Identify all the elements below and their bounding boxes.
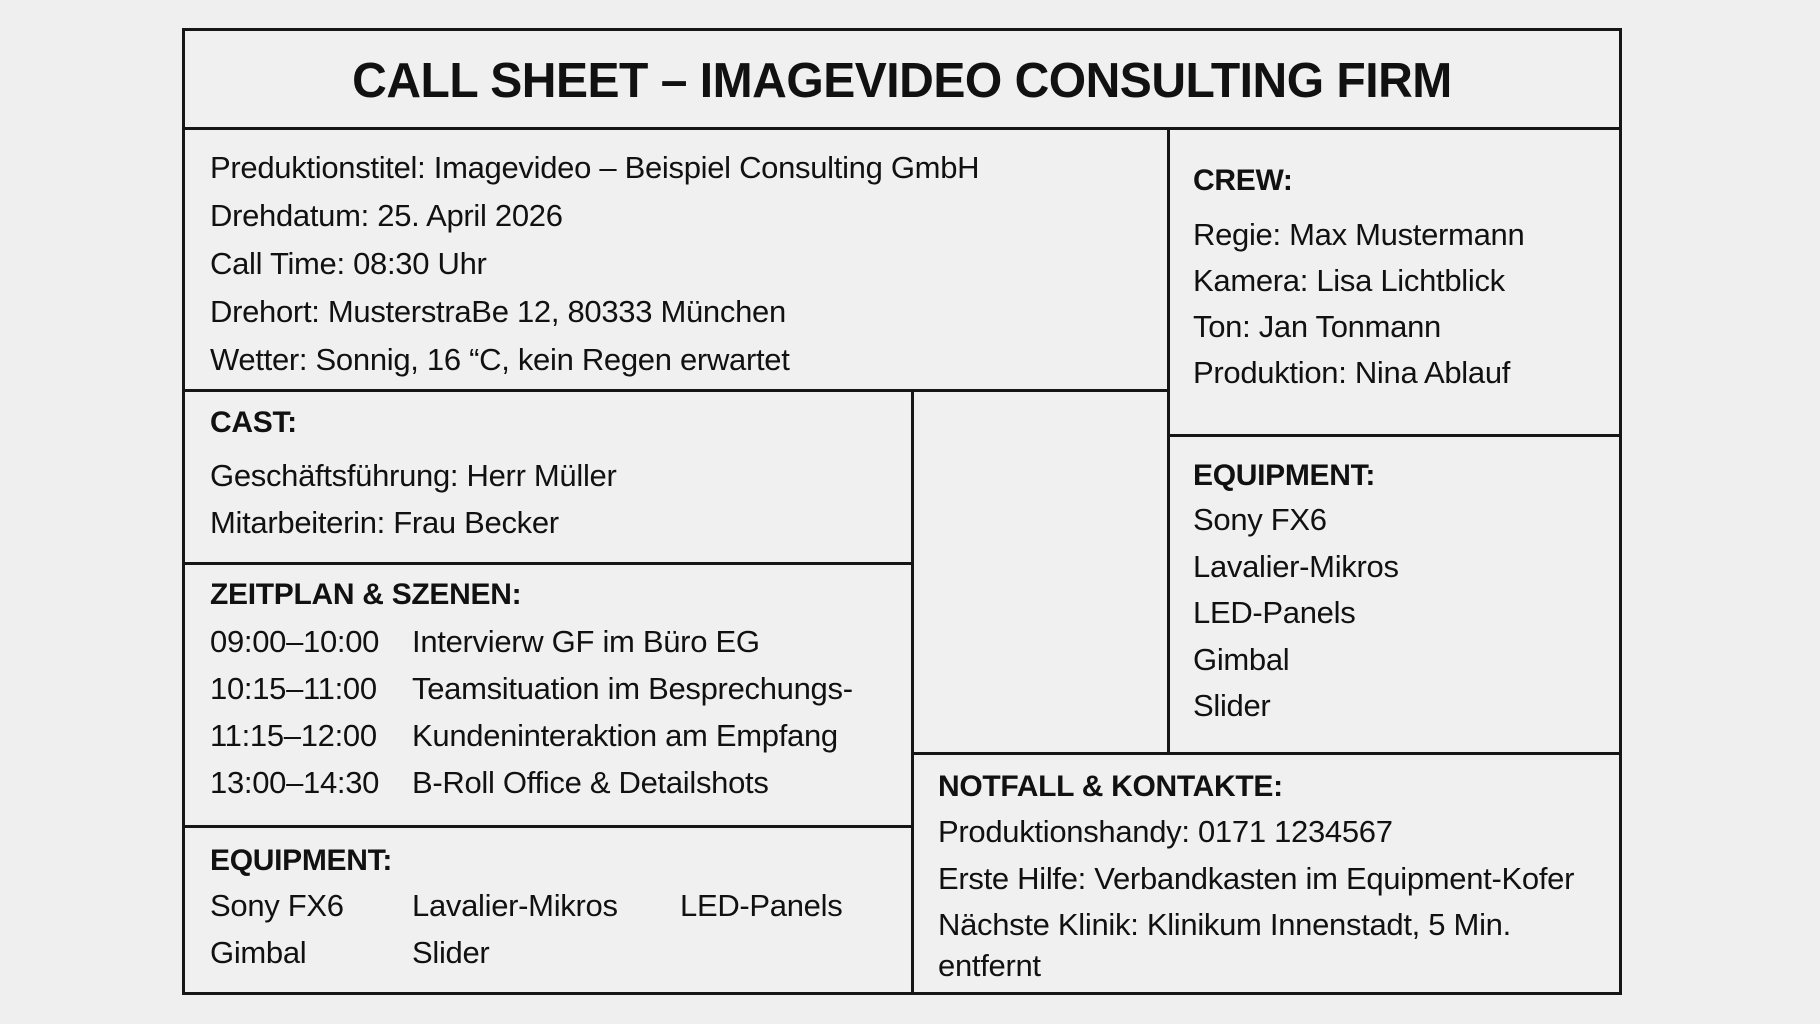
schedule-row bbox=[210, 712, 853, 759]
schedule-scene: B-Roll Office & Detailshots bbox=[412, 765, 769, 800]
equipment-section-left bbox=[210, 844, 842, 976]
schedule-scene: Intervierw GF im Büro EG bbox=[412, 624, 760, 659]
cast-section bbox=[210, 406, 617, 546]
schedule-row bbox=[210, 759, 853, 806]
divider bbox=[185, 389, 1170, 392]
equipment-item: Lavalier-Mikros bbox=[412, 888, 618, 923]
production-info bbox=[210, 144, 979, 384]
call-time: Call Time: 08:30 Uhr bbox=[210, 246, 487, 281]
nearest-clinic-cont: entfernt bbox=[938, 948, 1041, 983]
nearest-clinic: Nächste Klinik: Klinikum Innenstadt, 5 Min. bbox=[938, 907, 1511, 942]
divider bbox=[185, 562, 914, 565]
location: Drehort: MusterstraBe 12, 80333 München bbox=[210, 294, 786, 329]
production-title: Preduktionstitel: Imagevideo – Beispiel Consulting GmbH bbox=[210, 150, 980, 185]
divider bbox=[1167, 127, 1170, 755]
equipment-item: Gimbal bbox=[210, 935, 307, 970]
schedule-row bbox=[210, 618, 853, 665]
equipment-item: Slider bbox=[1193, 688, 1271, 723]
equipment-item: Slider bbox=[412, 935, 490, 970]
schedule-row bbox=[210, 665, 853, 712]
schedule-time: 09:00–10:00 bbox=[210, 624, 380, 659]
cast-heading: CAST: bbox=[210, 406, 297, 439]
schedule-time: 11:15–12:00 bbox=[210, 718, 377, 753]
page-title: CALL SHEET – IMAGEVIDEO CONSULTING FIRM bbox=[352, 53, 1452, 108]
schedule-heading: ZEITPLAN & SZENEN: bbox=[210, 578, 522, 611]
crew-heading: CREW: bbox=[1193, 164, 1293, 197]
shoot-date: Drehdatum: 25. April 2026 bbox=[210, 198, 563, 233]
equipment-item: Lavalier-Mikros bbox=[1193, 548, 1399, 584]
crew-member: Ton: Jan Tonmann bbox=[1193, 309, 1441, 344]
divider bbox=[185, 825, 914, 828]
schedule-time: 13:00–14:30 bbox=[210, 765, 380, 800]
schedule-scene: Kundeninteraktion am Empfang bbox=[412, 718, 838, 753]
equipment-heading: EQUIPMENT: bbox=[1193, 459, 1376, 492]
divider bbox=[185, 127, 1619, 130]
cast-member: Geschäftsführung: Herr Müller bbox=[210, 458, 617, 493]
equipment-item: Gimbal bbox=[1193, 641, 1290, 677]
production-phone: Produktionshandy: 0171 1234567 bbox=[938, 814, 1393, 849]
emergency-section bbox=[938, 770, 1574, 984]
crew-member: Regie: Max Mustermann bbox=[1193, 217, 1525, 252]
divider bbox=[911, 752, 1619, 755]
equipment-heading: EQUIPMENT: bbox=[210, 844, 393, 877]
equipment-item: LED-Panels bbox=[680, 888, 843, 923]
call-sheet bbox=[182, 28, 1622, 995]
divider bbox=[1167, 434, 1619, 437]
cast-member: Mitarbeiterin: Frau Becker bbox=[210, 505, 559, 540]
schedule-scene: Teamsituation im Besprechungs- bbox=[412, 671, 853, 706]
crew-member: Produktion: Nina Ablauf bbox=[1193, 355, 1511, 390]
weather: Wetter: Sonnig, 16 “C, kein Regen erwartet bbox=[210, 342, 790, 377]
divider bbox=[911, 389, 914, 995]
equipment-item: LED-Panels bbox=[1193, 595, 1356, 630]
crew-member: Kamera: Lisa Lichtblick bbox=[1193, 263, 1505, 298]
emergency-heading: NOTFALL & KONTAKTE: bbox=[938, 770, 1283, 803]
equipment-item: Sony FX6 bbox=[1193, 502, 1327, 537]
crew-section bbox=[1193, 164, 1524, 396]
schedule-time: 10:15–11:00 bbox=[210, 671, 377, 706]
equipment-section-right bbox=[1193, 459, 1399, 730]
equipment-item: Sony FX6 bbox=[210, 888, 344, 923]
schedule-section bbox=[210, 578, 853, 806]
first-aid: Erste Hilfe: Verbandkasten im Equipment-Kofer bbox=[938, 861, 1575, 896]
